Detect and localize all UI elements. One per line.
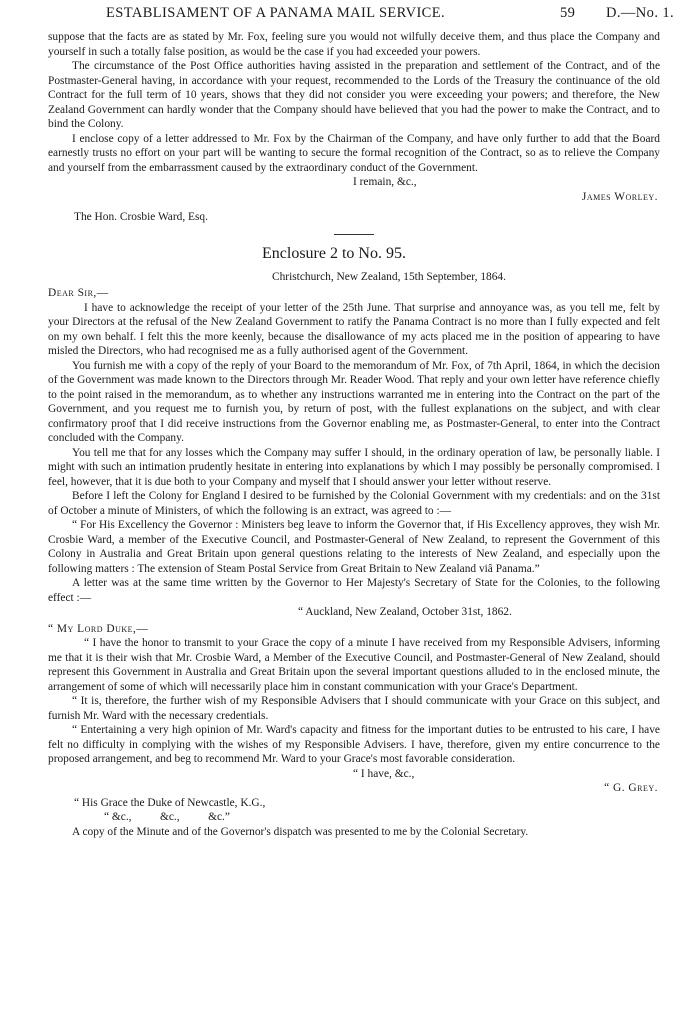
dispatch-salutation: “ My Lord Duke,— [48,622,149,635]
dispatch-addressee: “ His Grace the Duke of Newcastle, K.G., [74,796,266,809]
dispatch-closing: “ I have, &c., [353,767,415,780]
dispatch-paragraph-2: “ It is, therefore, the further wish of my Responsible Advisers that I should communicate with your Grace on this subject, and furnish Mr. Ward with the necessary credentials. [48,695,660,722]
header-title: ESTABLISAMENT OF A PANAMA MAIL SERVICE. [106,5,446,21]
dispatch-etc: “ &c., &c., &c.” [104,811,230,823]
enclosure-paragraph-1: I have to acknowledge the receipt of your letter of the 25th June. That surprise and annoyance was, as you tell me, felt by your Directors at the refusal of the New Zealand Government to ratify the Panama Contract is no more than I fully expected and felt on my own behalf. I felt this the more keenly, because the disallowance of my acts placed me in the position of appearing to have misled the Directors, who had recognised me as a fully authorised agent of the Government. [48,301,660,357]
dispatch-paragraph-3: “ Entertaining a very high opinion of Mr. Ward's capacity and fitness for the important duties to be entrusted to his care, I have felt no difficulty in complying with the wishes of my Responsible Advisers. I have, therefore, given my entire concurrence to the proposed arrangement, and beg to recommend Mr. Ward to your Grace's most favorable consideration. [48,724,660,765]
enclosure-paragraph-2: You furnish me with a copy of the reply of your Board to the memorandum of Mr. Fox, of 7th April, 1864, in which the decision of the Government was made known to the Directors through Mr. Reader Wood. That reply and your own letter have reference chiefly to the point raised in the memorandum, as to whether any instructions warranted me in entering into the Contract on the part of the Government, and you request me to furnish you, by return of post, with the fullest explanations on the subject, and with clear confirmatory proof that I did receive instructions from the Governor enabling me, as Postmaster-General, to enter into the Contract concluded with the Company. [48,359,660,444]
page-body [48,30,660,839]
document-reference: D.—No. 1. [606,5,675,21]
letter1-closing: I remain, &c., [353,176,417,188]
page-number: 59 [560,5,576,21]
dispatch-paragraph-1: “ I have the honor to transmit to your Grace the copy of a minute I have received from my Responsible Advisers, informing me that it is their wish that Mr. Crosbie Ward, a Member of the Executive Council, and Postmaster-General of New Zealand, should represent this Government in Australia and Great Britain upon the several important questions alluded to in the enclosed minute, the arrangement of some of which will necessarily place him in constant communication with your Grace's Department. [48,637,660,693]
letter1-signature: James Worley. [581,190,658,203]
letter1-paragraph-2: The circumstance of the Post Office authorities having assisted in the preparation and settlement of the Contract, and of the Postmaster-General having, in accordance with your request, recommended to the Lords of the Treasury the continuance of the old Contract for the full term of 10 years, shows that they did not consider you were exceeding your powers; and therefore, the New Zealand Government can hardly wonder that the Company should have believed that you had the power to make the Contract, and to bind the Colony. [48,60,660,130]
enclosure-paragraph-6: A letter was at the same time written by the Governor to Her Majesty's Secretary of State for the Colonies, to the following effect :— [48,577,660,604]
letter1-addressee: The Hon. Crosbie Ward, Esq. [74,211,208,223]
enclosure-paragraph-4: Before I left the Colony for England I desired to be furnished by the Colonial Government with my credentials: and on the 31st of October a minute of Ministers, of which the following is an extract, was agreed to :— [48,490,660,517]
dispatch-dateline: “ Auckland, New Zealand, October 31st, 1862. [298,606,512,618]
running-header [0,4,700,28]
letter1-paragraph-1: suppose that the facts are as stated by Mr. Fox, feeling sure you would not wilfully deceive them, and thus place the Company and yourself in such a totally false position, as would be the case if you had exceeded your powers. [48,31,660,58]
enclosure-heading: Enclosure 2 to No. 95. [262,244,406,262]
enclosure-paragraph-3: You tell me that for any losses which the Company may suffer I should, in the ordinary operation of law, be personally liable. I might with such an intimation prudently hesitate in entering into explanations by which I may possibly be personally compromised. I feel, however, that it is due both to your Company and myself that I should answer your letter without reserve. [48,446,660,488]
enclosure-salutation: Dear Sir,— [48,287,109,299]
section-divider [334,234,374,235]
enclosure-paragraph-final: A copy of the Minute and of the Governor's dispatch was presented to me by the Colonial Secretary. [72,825,529,838]
letter1-paragraph-3: I enclose copy of a letter addressed to Mr. Fox by the Chairman of the Company, and have only further to add that the Board earnestly trusts no effort on your part will be wanting to secure the formal recognition of the Contract, so as to relieve the Company and yourself from the embarrassment caused by the extraordinary conduct of the Government. [48,132,660,174]
enclosure-dateline: Christchurch, New Zealand, 15th September, 1864. [272,270,506,283]
enclosure-paragraph-5: “ For His Excellency the Governor : Ministers beg leave to inform the Governor that, if His Excellency approves, they wish Mr. Crosbie Ward, a member of the Executive Council, and Postmaster-General of New Zealand, to represent the Government of this Colony in Australia and Great Britain upon general questions relating to the interests of New Zealand, and especially upon the following matters : The extension of Steam Postal Service from Great Britain to New Zealand viâ Panama.” [48,519,660,575]
dispatch-signature: “ G. Grey. [604,782,658,794]
